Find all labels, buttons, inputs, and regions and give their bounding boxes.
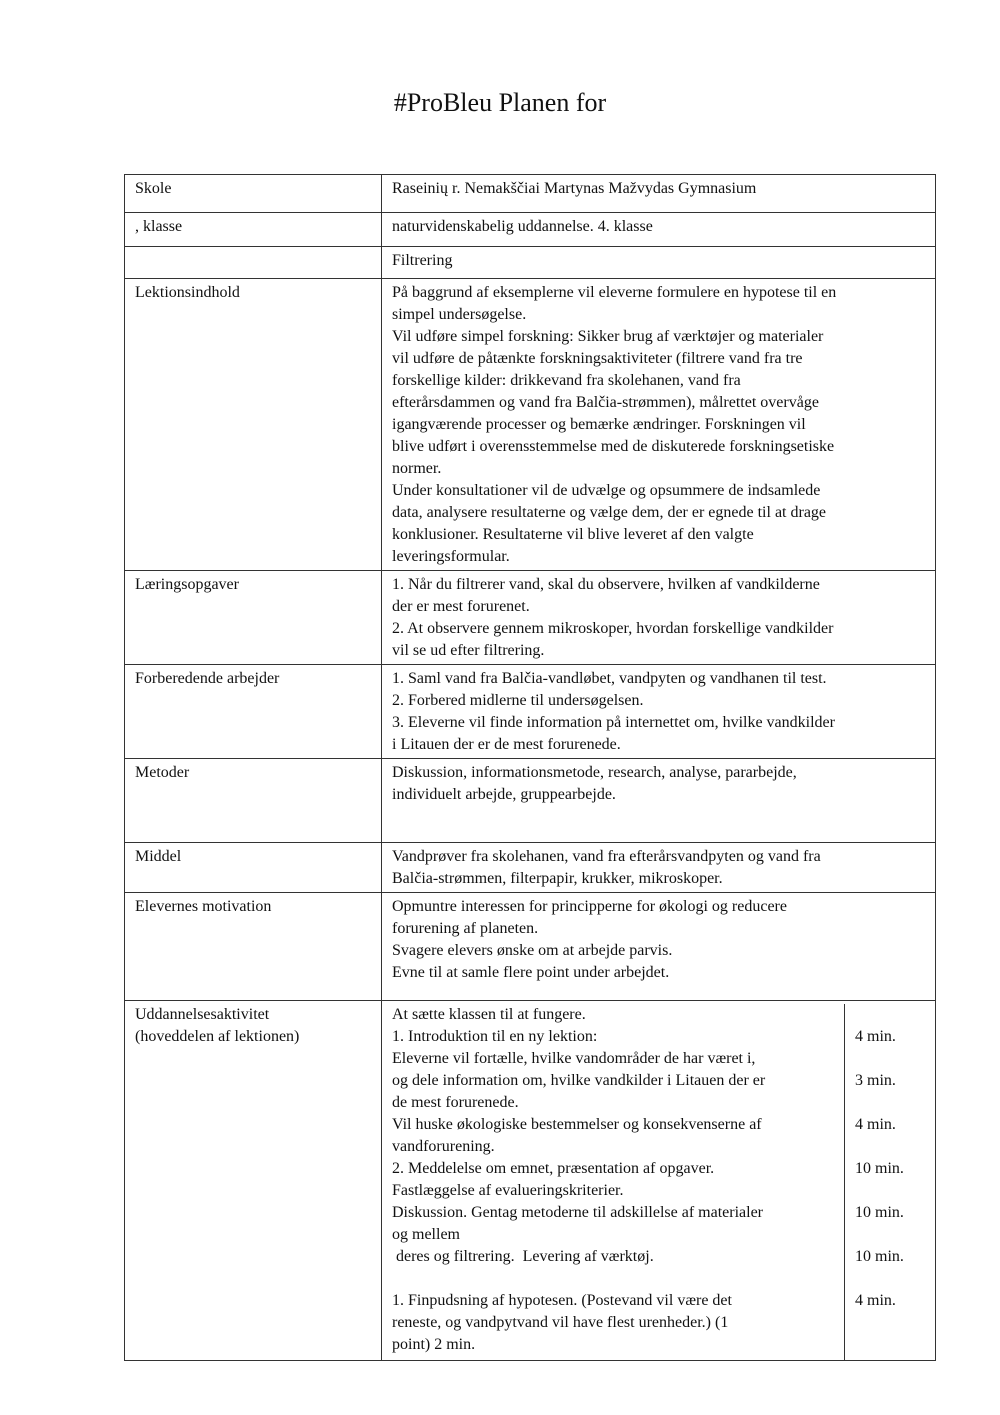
activity-time xyxy=(845,1136,936,1158)
label-lektionsindhold: Lektionsindhold xyxy=(125,279,382,571)
text-line: forskellige kilder: drikkevand fra skolehanen, vand fra xyxy=(392,372,741,389)
activity-text: Diskussion. Gentag metoderne til adskillelse af materialer xyxy=(392,1204,763,1221)
label-forberedende: Forberedende arbejder xyxy=(125,665,382,759)
activity-text: og dele information om, hvilke vandkilder i Litauen der er xyxy=(392,1072,766,1089)
text-line: Vandprøver fra skolehanen, vand fra efterårsvandpyten og vand fra xyxy=(392,848,821,865)
value-laeringsopgaver xyxy=(382,571,936,665)
text-line: 3. Eleverne vil finde information på internettet om, hvilke vandkilder xyxy=(392,714,835,731)
row-forberedende xyxy=(125,665,936,759)
text-line: Diskussion, informationsmetode, research, analyse, pararbejde, xyxy=(392,764,797,781)
text-line: Opmuntre interessen for principperne for økologi og reducere xyxy=(392,898,787,915)
text-line: Under konsultationer vil de udvælge og opsummere de indsamlede xyxy=(392,482,821,499)
document-title: #ProBleu Planen for xyxy=(393,88,607,117)
activity-row xyxy=(392,1290,935,1312)
row-klasse xyxy=(125,213,936,247)
text-line: blive udført i overensstemmelse med de diskuterede forskningsetiske xyxy=(392,438,835,455)
activity-row xyxy=(392,1312,935,1334)
activity-time: 10 min. xyxy=(845,1158,936,1180)
text-line: individuelt arbejde, gruppearbejde. xyxy=(392,786,616,803)
activity-time: 4 min. xyxy=(845,1026,936,1048)
label-skole: Skole xyxy=(125,175,382,213)
activity-text xyxy=(392,1268,845,1290)
row-middel xyxy=(125,843,936,893)
row-skole xyxy=(125,175,936,213)
value-topic: Filtrering xyxy=(382,247,936,279)
text-line: forurening af planeten. xyxy=(392,920,539,937)
activity-row xyxy=(392,1070,935,1092)
text-line: Balčia-strømmen, filterpapir, krukker, mikroskoper. xyxy=(392,870,723,887)
activity-time xyxy=(845,1180,936,1202)
label-line: (hoveddelen af lektionen) xyxy=(135,1028,300,1045)
text-line: simpel undersøgelse. xyxy=(392,306,527,323)
label-metoder: Metoder xyxy=(125,759,382,843)
label-motivation: Elevernes motivation xyxy=(125,893,382,1001)
activity-time xyxy=(845,1004,936,1026)
activity-time: 10 min. xyxy=(845,1246,936,1268)
activity-text: 1. Finpudsning af hypotesen. (Postevand vil være det xyxy=(392,1292,732,1309)
text-line: Evne til at samle flere point under arbejdet. xyxy=(392,964,670,981)
activity-text: point) 2 min. xyxy=(392,1336,476,1353)
row-topic xyxy=(125,247,936,279)
activity-time xyxy=(845,1334,936,1360)
value-skole: Raseinių r. Nemakščiai Martynas Mažvydas Gymnasium xyxy=(382,175,936,213)
activity-text: At sætte klassen til at fungere. xyxy=(392,1006,586,1023)
activity-time: 4 min. xyxy=(845,1114,936,1136)
activity-row xyxy=(392,1026,935,1048)
value-forberedende xyxy=(382,665,936,759)
row-aktivitet xyxy=(125,1001,936,1361)
activity-time: 10 min. xyxy=(845,1202,936,1224)
activity-text: Fastlæggelse af evalueringskriterier. xyxy=(392,1182,624,1199)
text-line: normer. xyxy=(392,460,442,477)
text-line: vil udføre de påtænkte forskningsaktiviteter (filtrere vand fra tre xyxy=(392,350,803,367)
activity-row xyxy=(392,1136,935,1158)
activity-row xyxy=(392,1004,935,1026)
activity-text: de mest forurenede. xyxy=(392,1094,519,1111)
row-metoder xyxy=(125,759,936,843)
label-topic xyxy=(125,247,382,279)
activity-text: vandforurening. xyxy=(392,1138,495,1155)
activity-row xyxy=(392,1048,935,1070)
activity-time xyxy=(845,1048,936,1070)
text-line: 2. At observere gennem mikroskoper, hvordan forskellige vandkilder xyxy=(392,620,834,637)
text-line: Svagere elevers ønske om at arbejde parvis. xyxy=(392,942,673,959)
text-line: data, analysere resultaterne og vælge dem, der er egnede til at drage xyxy=(392,504,827,521)
activity-row xyxy=(392,1268,935,1290)
lesson-plan-table xyxy=(124,174,936,1361)
activity-time xyxy=(845,1312,936,1334)
activity-row xyxy=(392,1246,935,1268)
activity-time xyxy=(845,1092,936,1114)
label-line: Uddannelsesaktivitet xyxy=(135,1006,270,1023)
activity-text: Vil huske økologiske bestemmelser og konsekvenserne af xyxy=(392,1116,762,1133)
activity-time xyxy=(845,1224,936,1246)
activity-row xyxy=(392,1334,935,1360)
label-laeringsopgaver: Læringsopgaver xyxy=(125,571,382,665)
activity-text: Eleverne vil fortælle, hvilke vandområder de har været i, xyxy=(392,1050,756,1067)
text-line: 2. Forbered midlerne til undersøgelsen. xyxy=(392,692,644,709)
activity-row xyxy=(392,1180,935,1202)
text-line: i Litauen der er de mest forurenede. xyxy=(392,736,621,753)
activity-row xyxy=(392,1202,935,1224)
activity-text: og mellem xyxy=(392,1226,460,1243)
label-aktivitet xyxy=(125,1001,382,1361)
text-line: 1. Når du filtrerer vand, skal du observere, hvilken af vandkilderne xyxy=(392,576,820,593)
activity-row xyxy=(392,1158,935,1180)
text-line: konklusioner. Resultaterne vil blive leveret af den valgte xyxy=(392,526,754,543)
activity-text: 2. Meddelelse om emnet, præsentation af opgaver. xyxy=(392,1160,715,1177)
value-motivation xyxy=(382,893,936,1001)
label-klasse: , klasse xyxy=(125,213,382,247)
activity-text: reneste, og vandpytvand vil have flest urenheder.) (1 xyxy=(392,1314,729,1331)
row-lektionsindhold xyxy=(125,279,936,571)
text-line: Vil udføre simpel forskning: Sikker brug af værktøjer og materialer xyxy=(392,328,824,345)
value-metoder xyxy=(382,759,936,843)
activity-time: 3 min. xyxy=(845,1070,936,1092)
value-klasse: naturvidenskabelig uddannelse. 4. klasse xyxy=(382,213,936,247)
value-lektionsindhold xyxy=(382,279,936,571)
activity-row xyxy=(392,1114,935,1136)
activity-row xyxy=(392,1092,935,1114)
value-middel xyxy=(382,843,936,893)
activity-text: 1. Introduktion til en ny lektion: xyxy=(392,1028,598,1045)
text-line: igangværende processer og bemærke ændringer. Forskningen vil xyxy=(392,416,806,433)
row-laeringsopgaver xyxy=(125,571,936,665)
text-line: leveringsformular. xyxy=(392,548,510,565)
text-line: efterårsdammen og vand fra Balčia-strømmen), målrettet overvåge xyxy=(392,394,819,411)
activity-row xyxy=(392,1224,935,1246)
text-line: 1. Saml vand fra Balčia-vandløbet, vandpyten og vandhanen til test. xyxy=(392,670,827,687)
activity-time xyxy=(845,1268,936,1290)
text-line: På baggrund af eksemplerne vil eleverne formulere en hypotese til en xyxy=(392,284,837,301)
row-motivation xyxy=(125,893,936,1001)
activity-text: deres og filtrering. Levering af værktøj. xyxy=(392,1248,654,1265)
text-line: vil se ud efter filtrering. xyxy=(392,642,545,659)
value-aktivitet xyxy=(382,1001,936,1361)
text-line: der er mest forurenet. xyxy=(392,598,530,615)
activity-timetable xyxy=(392,1004,935,1360)
activity-time: 4 min. xyxy=(845,1290,936,1312)
label-middel: Middel xyxy=(125,843,382,893)
